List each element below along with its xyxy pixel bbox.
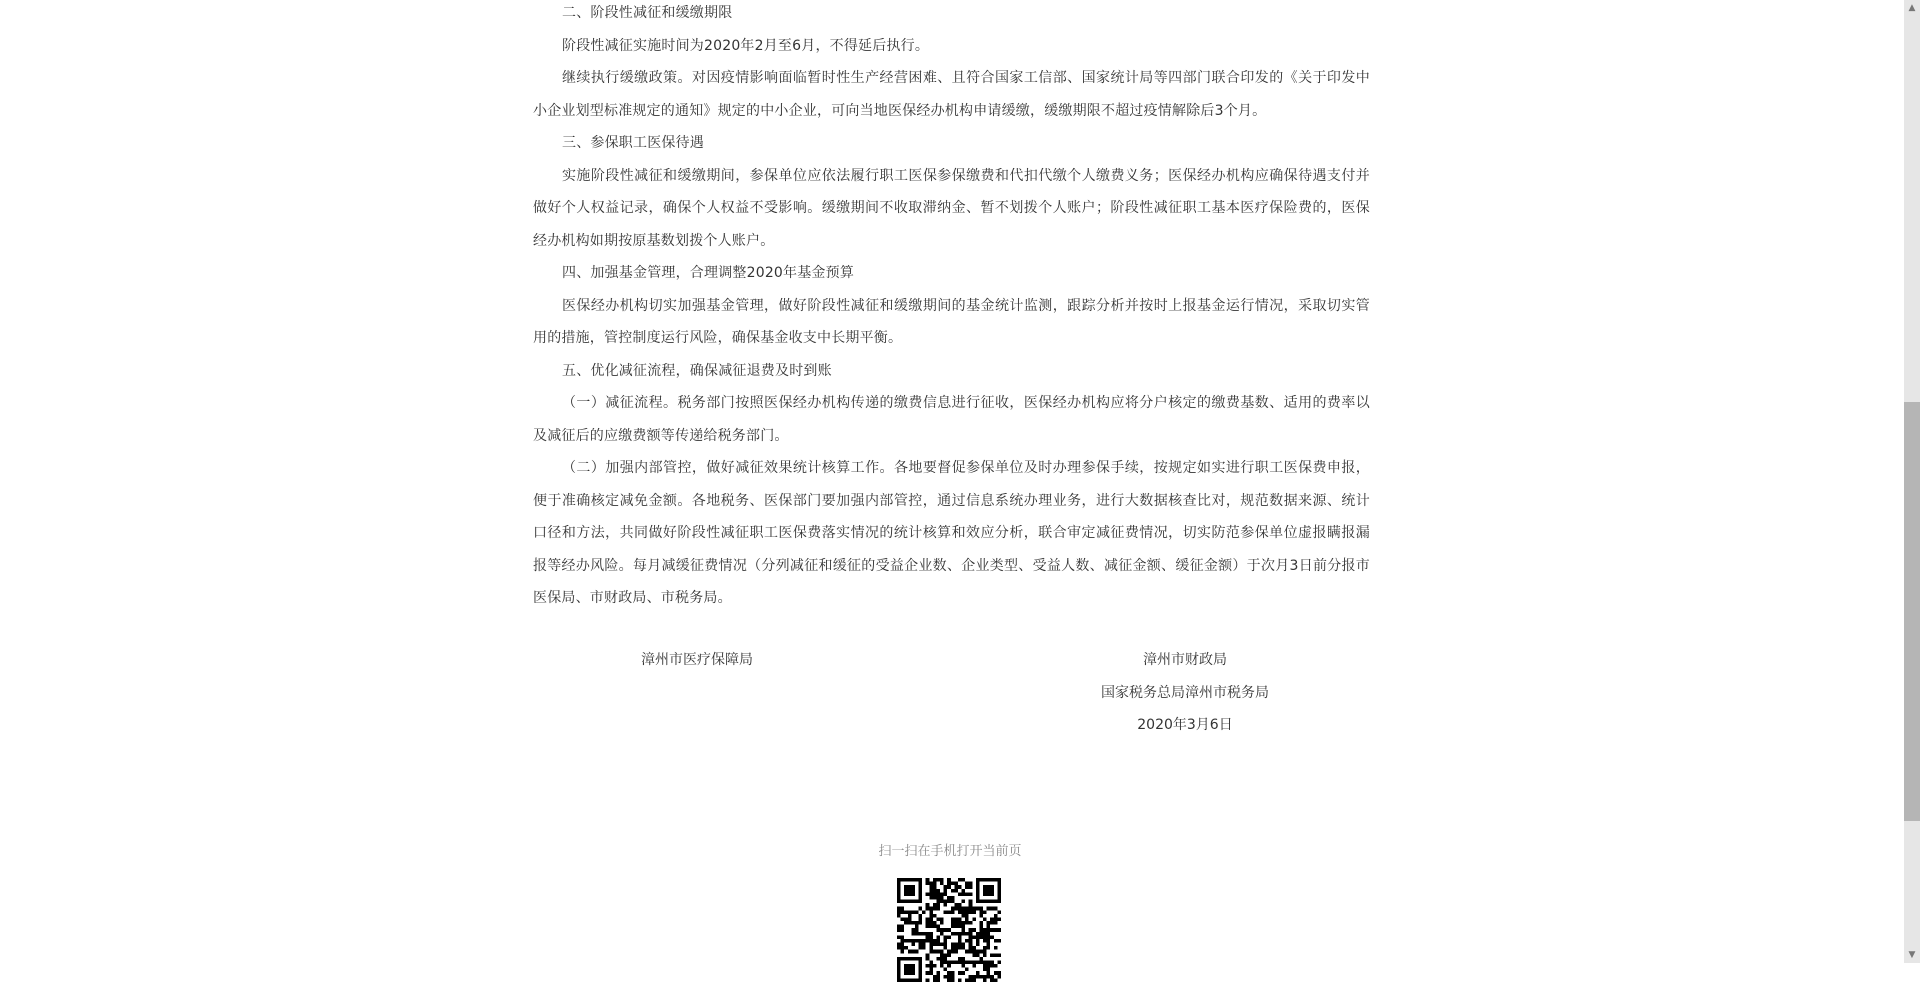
paragraph: 阶段性减征实施时间为2020年2月至6月，不得延后执行。 (562, 37, 930, 54)
scroll-down-arrow-icon[interactable]: ▼ (1908, 950, 1916, 960)
section-heading: 五、优化减征流程，确保减征退费及时到账 (562, 362, 832, 379)
vertical-scrollbar[interactable] (1904, 0, 1920, 963)
signature-tax-bureau: 国家税务总局漳州市税务局 (1101, 684, 1269, 701)
signature-finance-bureau: 漳州市财政局 (1143, 652, 1227, 668)
paragraph: （一）减征流程。税务部门按照医保经办机构传递的缴费信息进行征收，医保经办机构应将分户核定的缴费基数、适用的费率以及减征后的应缴费额等传递给税务部门。 (533, 395, 1370, 444)
signature-left: 漳州市医疗保障局 (641, 652, 753, 668)
signature-date: 2020年3月6日 (1137, 717, 1233, 733)
section-heading: 四、加强基金管理，合理调整2020年基金预算 (562, 265, 855, 281)
paragraph: 医保经办机构切实加强基金管理，做好阶段性减征和缓缴期间的基金统计监测，跟踪分析并按时上报基金运行情况，采取切实管用的措施，管控制度运行风险，确保基金收支中长期平衡。 (533, 297, 1370, 346)
qr-label: 扫一扫在手机打开当前页 (878, 844, 1022, 859)
qr-code-icon (897, 878, 1001, 982)
section-heading: 三、参保职工医保待遇 (562, 135, 704, 151)
scroll-up-arrow-icon[interactable]: ▲ (1908, 3, 1916, 13)
paragraph: 继续执行缓缴政策。对因疫情影响面临暂时性生产经营困难、且符合国家工信部、国家统计局等四部门联合印发的《关于印发中小企业划型标准规定的通知》规定的中小企业，可向当地医保经办机构申请缓缴，缓缴期限不超过疫情解除后3个月。 (533, 70, 1370, 119)
signature-right (1080, 644, 1290, 742)
section-heading: 二、阶段性减征和缓缴期限 (562, 5, 733, 21)
article-body (533, 0, 1370, 615)
paragraph: （二）加强内部管控，做好减征效果统计核算工作。各地要督促参保单位及时办理参保手续，按规定如实进行职工医保费申报，便于准确核定减免金额。各地税务、医保部门要加强内部管控，通过信息系统办理业务，进行大数据核查比对，规范数据来源、统计口径和方法，共同做好阶段性减征职工医保费落实情况的统计核算和效应分析，联合审定减征费情况，切实防范参保单位虚报瞒报漏报等经办风险。每月减缓征费情况（分列减征和缓征的受益企业数、企业类型、受益人数、减征金额、缓征金额）于次月3日前分报市医保局、市财政局、市税务局。 (533, 460, 1370, 606)
paragraph: 实施阶段性减征和缓缴期间，参保单位应依法履行职工医保参保缴费和代扣代缴个人缴费义务；医保经办机构应确保待遇支付并做好个人权益记录，确保个人权益不受影响。缓缴期间不收取滞纳金、暂不划拨个人账户；阶段性减征职工基本医疗保险费的，医保经办机构如期按原基数划拨个人账户。 (533, 167, 1370, 249)
scrollbar-thumb[interactable] (1904, 402, 1920, 821)
